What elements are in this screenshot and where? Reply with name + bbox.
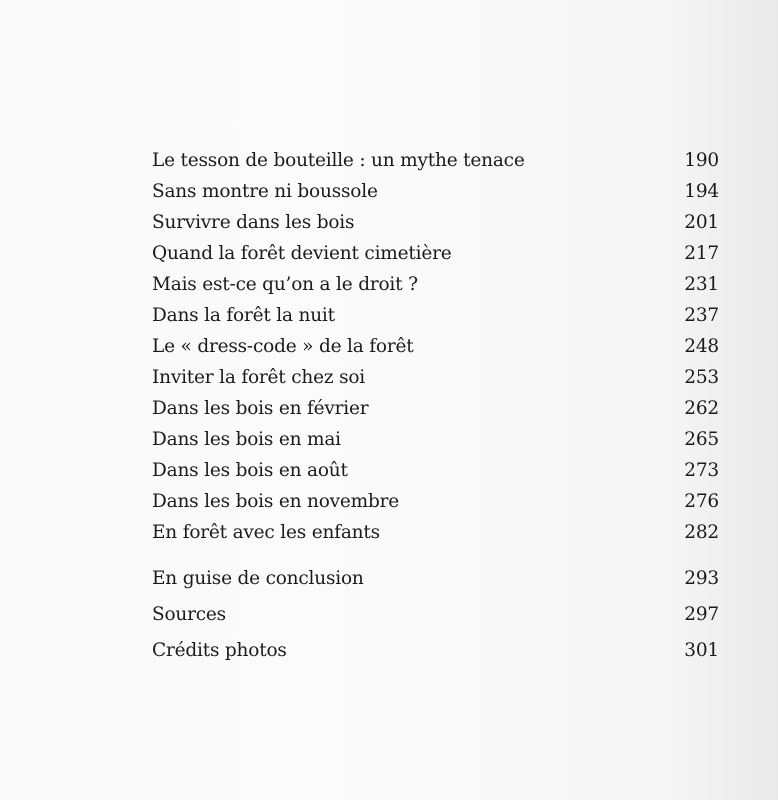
toc-entry <box>152 333 719 361</box>
toc-entry-title: Dans les bois en août <box>152 460 348 481</box>
toc-entry-title: Dans les bois en février <box>152 398 369 419</box>
toc-entry-page: 231 <box>684 274 719 295</box>
toc-entry-title: Quand la forêt devient cimetière <box>152 243 452 264</box>
toc-entry-title: En guise de conclusion <box>152 568 364 589</box>
toc-entry-title: Dans les bois en novembre <box>152 491 400 512</box>
toc-entry-title: Survivre dans les bois <box>152 212 355 233</box>
toc-entry-page: 282 <box>684 522 719 543</box>
toc-entry-title: Inviter la forêt chez soi <box>152 367 366 388</box>
toc-entry <box>152 601 719 629</box>
toc-entry-page: 248 <box>684 336 719 357</box>
toc-entry-page: 190 <box>684 150 719 171</box>
toc-entry <box>152 147 719 175</box>
toc-entry <box>152 271 719 299</box>
toc-entry <box>152 565 719 593</box>
toc-entry <box>152 364 719 392</box>
toc-entry-page: 237 <box>684 305 719 326</box>
toc-entry <box>152 209 719 237</box>
toc-entry-page: 194 <box>684 181 719 202</box>
toc-entry-title: Mais est-ce qu’on a le droit ? <box>152 274 418 295</box>
toc-entry <box>152 488 719 516</box>
toc-entry-page: 253 <box>684 367 719 388</box>
toc-entry-title: Sans montre ni boussole <box>152 181 378 202</box>
toc-entry-title: En forêt avec les enfants <box>152 522 380 543</box>
toc-entry-page: 217 <box>684 243 719 264</box>
toc-entry <box>152 637 719 665</box>
toc-entry-title: Dans la forêt la nuit <box>152 305 335 326</box>
toc-entry-page: 265 <box>684 429 719 450</box>
toc-entry-title: Le tesson de bouteille : un mythe tenace <box>152 150 525 171</box>
toc-entry <box>152 302 719 330</box>
toc-entry-title: Dans les bois en mai <box>152 429 341 450</box>
toc-entry-page: 201 <box>684 212 719 233</box>
toc-entry-page: 273 <box>684 460 719 481</box>
toc-entry-page: 276 <box>684 491 719 512</box>
toc-entry <box>152 426 719 454</box>
toc-entry-page: 301 <box>684 640 719 661</box>
toc-entry <box>152 178 719 206</box>
toc-entry-title: Sources <box>152 604 226 625</box>
toc-entry-title: Le « dress-code » de la forêt <box>152 336 414 357</box>
toc-entry <box>152 457 719 485</box>
toc-entry-title: Crédits photos <box>152 640 287 661</box>
toc-entry <box>152 395 719 423</box>
toc-entry <box>152 519 719 547</box>
toc-entry-page: 262 <box>684 398 719 419</box>
toc-entry-page: 297 <box>684 604 719 625</box>
toc-entry <box>152 240 719 268</box>
toc-entry-page: 293 <box>684 568 719 589</box>
